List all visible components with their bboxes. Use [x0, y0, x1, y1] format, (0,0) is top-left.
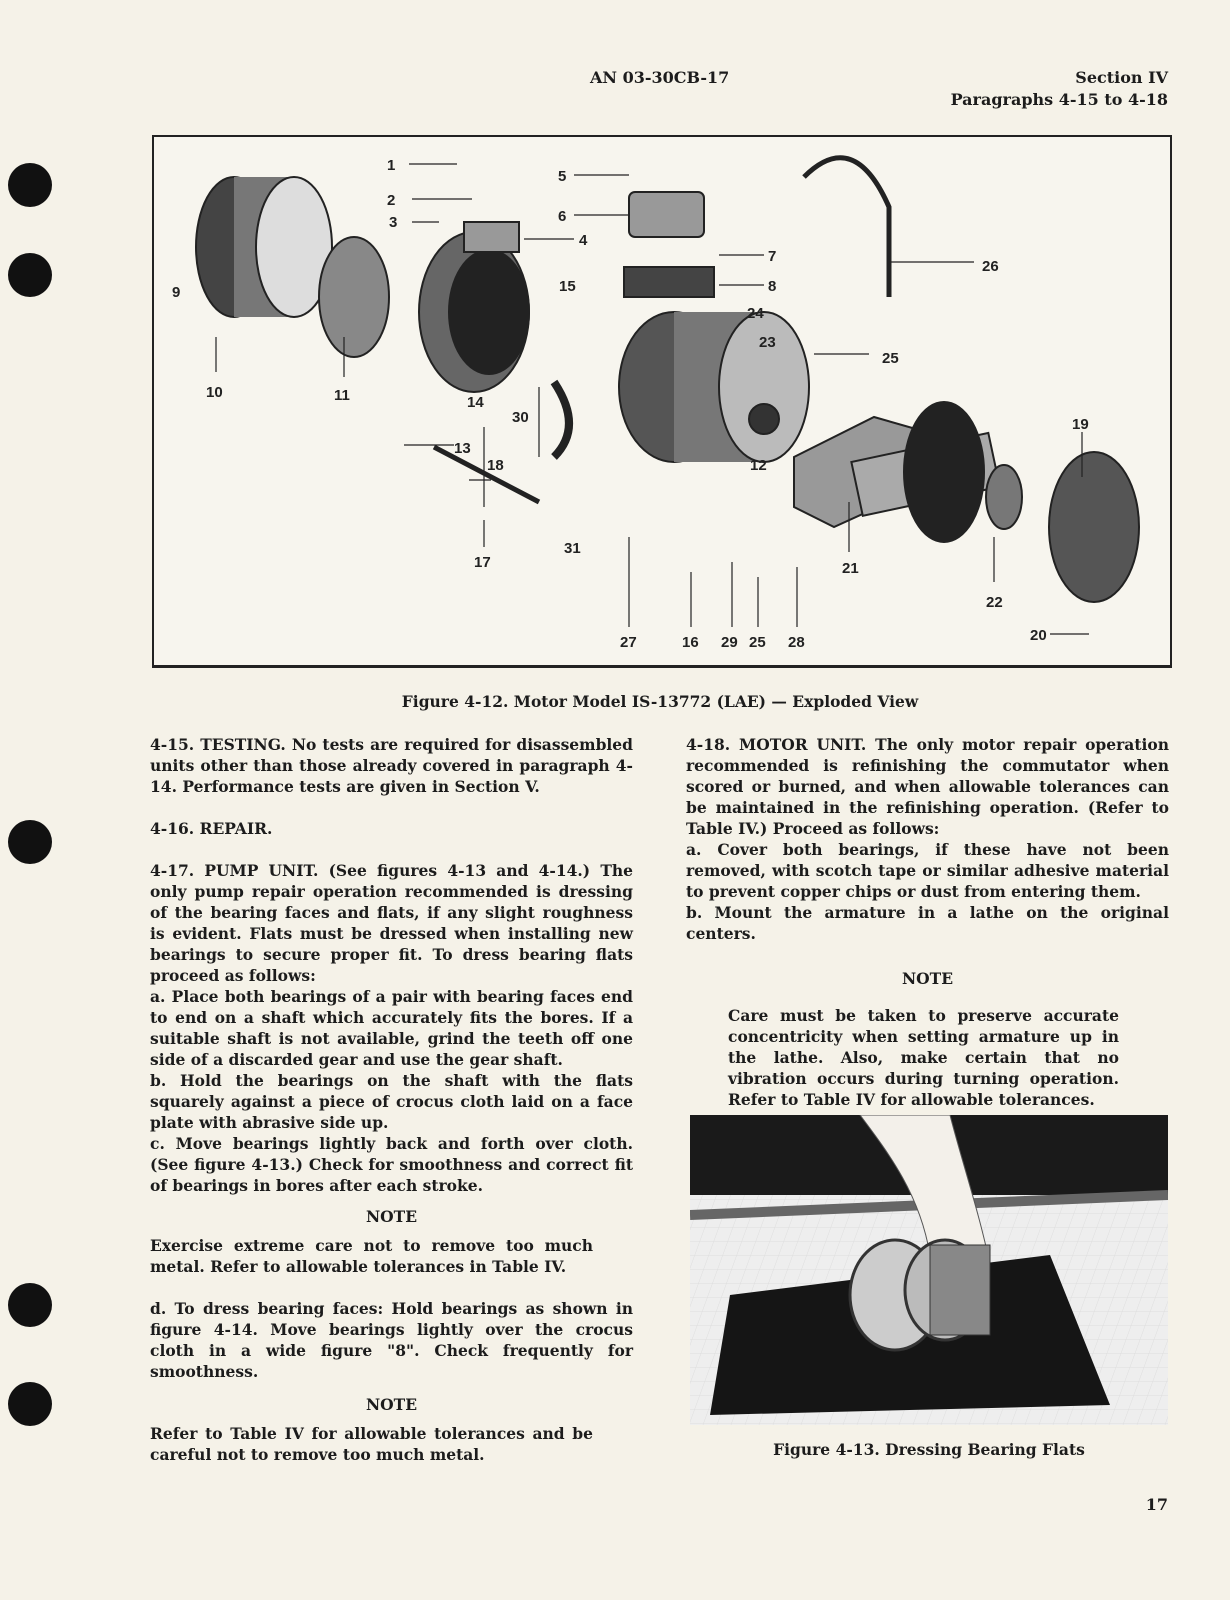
callout-27: 27: [620, 634, 637, 651]
callout-30: 30: [512, 409, 529, 426]
note-body: Refer to Table IV for allowable tolerances and be careful not to remove too much metal.: [150, 1424, 593, 1464]
callout-29: 29: [721, 634, 738, 651]
callout-8: 8: [768, 278, 777, 295]
callout-11: 11: [334, 387, 350, 404]
callout-24: 24: [747, 305, 764, 322]
right-column: [686, 734, 1169, 1110]
note-heading: NOTE: [365, 1395, 418, 1414]
step-c: c. Move bearings lightly back and forth over cloth. (See figure 4-13.) Check for smoothness and correct fit of bearings in bores after each stroke.: [150, 1134, 633, 1195]
callout-26: 26: [982, 258, 999, 275]
callout-20: 20: [1030, 627, 1047, 644]
paragraph-4-15: 4-15. TESTING. No tests are required for disassembled units other than those already covered in paragraph 4-14. Performance tests are given in Section V.: [150, 735, 633, 796]
callout-10: 10: [206, 384, 223, 401]
callout-12: 12: [750, 457, 767, 474]
punch-hole: [8, 163, 52, 207]
callout-9: 9: [172, 284, 181, 301]
callout-15: 15: [559, 278, 576, 295]
callout-22: 22: [986, 594, 1003, 611]
callout-14: 14: [467, 394, 484, 411]
section-label: Section IV: [1075, 68, 1168, 87]
motor-exploded-drawing: [154, 137, 1170, 665]
callout-13: 13: [454, 440, 471, 457]
callout-21: 21: [842, 560, 859, 577]
dressing-bearing-flats-photo: [690, 1115, 1168, 1425]
callout-19: 19: [1072, 416, 1089, 433]
page-number: 17: [1145, 1495, 1168, 1514]
paragraph-4-18: 4-18. MOTOR UNIT. The only motor repair operation recommended is refinishing the commutator when scored or burned, and when allowable tolerances can be maintained in the refinishing operation. (Refer to Table IV.) Proceed as follows:: [686, 735, 1169, 838]
step-a: a. Place both bearings of a pair with bearing faces end to end on a shaft which accurately fits the bores. If a suitable shaft is not available, grind the teeth off one side of a discarded gear and use the gear shaft.: [150, 987, 633, 1069]
callout-4: 4: [579, 232, 588, 249]
note-heading: NOTE: [901, 969, 954, 988]
callout-7: 7: [768, 248, 777, 265]
punch-hole: [8, 820, 52, 864]
step-b: b. Mount the armature in a lathe on the original centers.: [686, 903, 1169, 943]
paragraph-range: Paragraphs 4-15 to 4-18: [950, 90, 1168, 109]
note-body: Care must be taken to preserve accurate concentricity when setting armature up in the lathe. Also, make certain that no vibration occurs during turning operation. Refer to Table IV for allowable tolerances.: [728, 1006, 1119, 1109]
left-column: [150, 734, 633, 1465]
step-a: a. Cover both bearings, if these have not been removed, with scotch tape or similar adhesive material to prevent copper chips or dust from entering them.: [686, 840, 1169, 901]
callout-28: 28: [788, 634, 805, 651]
callout-16: 16: [682, 634, 699, 651]
callout-17: 17: [474, 554, 491, 571]
callout-1: 1: [387, 157, 396, 174]
callout-18: 18: [487, 457, 504, 474]
callout-2: 2: [387, 192, 396, 209]
document-number: AN 03-30CB-17: [590, 68, 730, 87]
callout-5: 5: [558, 168, 567, 185]
punch-hole: [8, 1283, 52, 1327]
exploded-view-figure: [152, 135, 1172, 668]
punch-hole: [8, 1382, 52, 1426]
callout-25: 25: [882, 350, 899, 367]
step-b: b. Hold the bearings on the shaft with the flats squarely against a piece of crocus cloth laid on a face plate with abrasive side up.: [150, 1071, 633, 1132]
callout-25-lower: 25: [749, 634, 766, 651]
paragraph-4-17: 4-17. PUMP UNIT. (See figures 4-13 and 4-14.) The only pump repair operation recommended is dressing of the bearing faces and flats, if any slight roughness is evident. Flats must be dressed when installing new bearings to secure proper fit. To dress bearing flats proceed as follows:: [150, 861, 633, 985]
callout-3: 3: [389, 214, 398, 231]
step-d: d. To dress bearing faces: Hold bearings as shown in figure 4-14. Move bearings lightly over the crocus cloth in a wide figure "8". Check frequently for smoothness.: [150, 1299, 633, 1381]
note-heading: NOTE: [365, 1207, 418, 1226]
paragraph-4-16: 4-16. REPAIR.: [150, 819, 273, 838]
punch-hole: [8, 253, 52, 297]
note-body: Exercise extreme care not to remove too much metal. Refer to allowable tolerances in Table IV.: [150, 1236, 593, 1276]
figure-4-13-caption: Figure 4-13. Dressing Bearing Flats: [773, 1440, 1085, 1459]
callout-31: 31: [564, 540, 581, 557]
callout-6: 6: [558, 208, 567, 225]
callout-23: 23: [759, 334, 776, 351]
figure-4-12-caption: Figure 4-12. Motor Model IS-13772 (LAE) — Exploded View: [401, 692, 919, 711]
